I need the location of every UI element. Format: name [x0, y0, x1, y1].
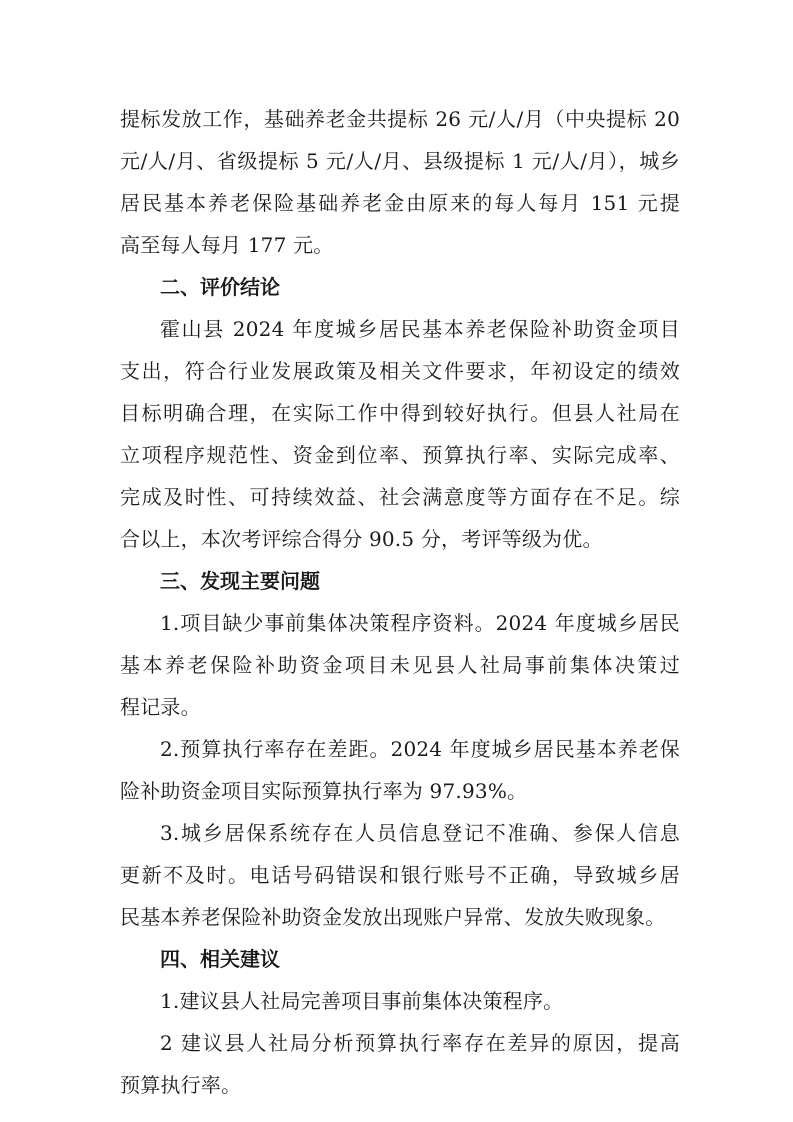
text-line: 2.预算执行率存在差距。2024 年度城乡居民基本养老保: [160, 737, 680, 761]
text-line: 高至每人每月 177 元。: [120, 233, 334, 257]
text-line: 预算执行率。: [120, 1073, 242, 1097]
text-line: 合以上，本次考评综合得分 90.5 分，考评等级为优。: [120, 527, 603, 551]
text-line: 1.建议县人社局完善项目事前集体决策程序。: [160, 989, 564, 1013]
paragraph-suggestion-1: [120, 980, 680, 1022]
text-line: 完成及时性、可持续效益、社会满意度等方面存在不足。综: [120, 485, 680, 509]
text-line: 立项程序规范性、资金到位率、预算执行率、实际完成率、: [120, 443, 680, 467]
text-line: 更新不及时。电话号码错误和银行账号不正确，导致城乡居: [120, 863, 680, 887]
paragraph-pension-increase: [120, 98, 680, 266]
text-line: 3.城乡居保系统存在人员信息登记不准确、参保人信息: [160, 821, 680, 845]
section-heading-suggestions: 四、相关建议: [160, 947, 280, 971]
paragraph-issue-2: [120, 728, 680, 812]
document-body: [120, 98, 680, 1106]
paragraph-issue-3: [120, 812, 680, 938]
text-line: 支出，符合行业发展政策及相关文件要求，年初设定的绩效: [120, 359, 680, 383]
text-line: 程记录。: [120, 695, 201, 719]
text-line: 提标发放工作，基础养老金共提标 26 元/人/月（中央提标 20: [120, 107, 680, 131]
text-line: 2 建议县人社局分析预算执行率存在差异的原因，提高: [160, 1031, 680, 1055]
text-line: 霍山县 2024 年度城乡居民基本养老保险补助资金项目: [160, 317, 680, 341]
text-line: 居民基本养老保险基础养老金由原来的每人每月 151 元提: [120, 191, 680, 215]
text-line: 1.项目缺少事前集体决策程序资料。2024 年度城乡居民: [160, 611, 680, 635]
text-line: 险补助资金项目实际预算执行率为 97.93%。: [120, 779, 528, 803]
text-line: 民基本养老保险补助资金发放出现账户异常、发放失败现象。: [120, 905, 666, 929]
text-line: 基本养老保险补助资金项目未见县人社局事前集体决策过: [120, 653, 680, 677]
section-heading-issues: 三、发现主要问题: [160, 569, 320, 593]
paragraph-issue-1: [120, 602, 680, 728]
section-heading-conclusion: 二、评价结论: [160, 275, 280, 299]
paragraph-suggestion-2: [120, 1022, 680, 1106]
paragraph-conclusion: [120, 308, 680, 560]
text-line: 目标明确合理，在实际工作中得到较好执行。但县人社局在: [120, 401, 680, 425]
text-line: 元/人/月、省级提标 5 元/人/月、县级提标 1 元/人/月），城乡: [120, 149, 680, 173]
